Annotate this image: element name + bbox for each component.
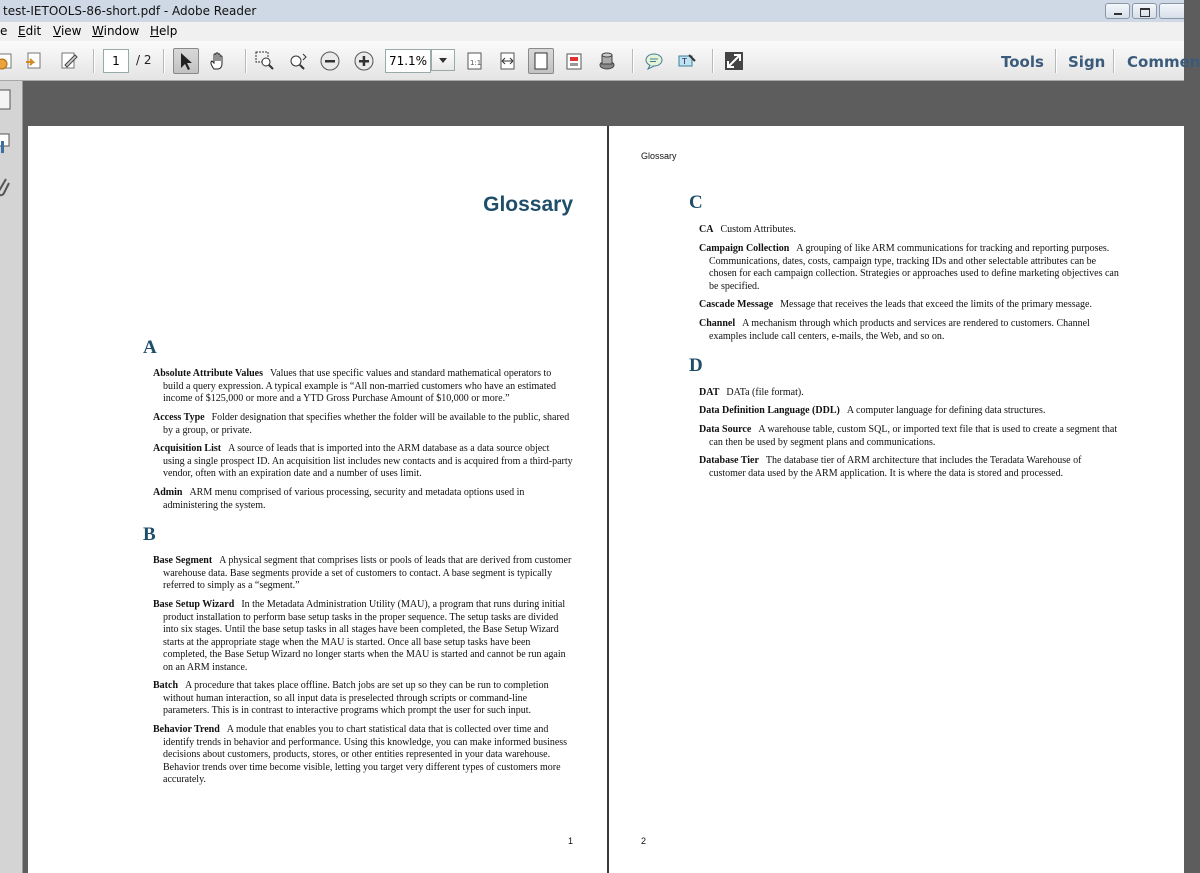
toolbar-separator (163, 49, 165, 73)
menu-window-label: indow (103, 24, 140, 38)
glossary-entry (699, 318, 1119, 343)
bookmarks-icon[interactable] (0, 133, 12, 155)
close-button[interactable] (1159, 3, 1184, 19)
svg-text:1:1: 1:1 (470, 59, 482, 67)
glossary-entry (153, 412, 573, 437)
window-title: test-IETOOLS-86-short.pdf - Adobe Reader (3, 4, 257, 18)
toolbar-separator (1055, 49, 1057, 73)
zoom-level-input[interactable]: 71.1% (385, 49, 431, 73)
menu-edit-label: dit (25, 24, 42, 38)
full-screen-icon[interactable] (724, 51, 744, 71)
page-title: Glossary (483, 193, 573, 216)
glossary-term: Channel (699, 318, 736, 329)
menu-file[interactable] (0, 24, 7, 38)
glossary-definition: Values that use specific values and standard mathematical operators to build a query expression. A typical example is “All non-married customers who have an estimated income of $125,000 or more and a YTD Gross Purchase Amount of $10,000 or more.” (163, 368, 556, 404)
glossary-entry (699, 424, 1119, 449)
glossary-term: Access Type (153, 412, 205, 423)
glossary-entry (153, 555, 573, 593)
sign-pane-button[interactable]: Sign (1068, 53, 1106, 71)
page-number: 1 (568, 836, 574, 846)
toolbar-separator (632, 49, 634, 73)
glossary-definition: A source of leads that is imported into the ARM database as a data source object using a single prospect ID. An acquisition list includes new contacts and is acquired from a third-party vendor, often with an expiration date and a number of uses limit. (163, 443, 573, 479)
section-letter-c: C (689, 192, 703, 213)
glossary-entry (699, 387, 1119, 400)
fit-width-icon[interactable] (498, 51, 518, 71)
glossary-term: Admin (153, 487, 183, 498)
hand-tool-icon[interactable] (208, 51, 228, 71)
maximize-button[interactable] (1132, 3, 1157, 19)
glossary-definition: ARM menu comprised of various processing, security and metadata options used in administering the system. (163, 487, 525, 511)
glossary-definition: A mechanism through which products and services are rendered to customers. Channel examples include call centers, e-mails, the Web, and so on. (709, 318, 1090, 342)
glossary-definition: A module that enables you to chart statistical data that is collected over time and identify trends in behavior and performance. Using this knowledge, you can make informed business decisions about customers, products, stores, or other entities represented in your data warehouse. Behavior trends over time become visible, letting you target very different types of customers more accurately. (163, 724, 568, 785)
glossary-definition: A computer language for defining data structures. (846, 405, 1046, 416)
glossary-term: Behavior Trend (153, 724, 220, 735)
glossary-entry (699, 224, 1119, 237)
tools-pane-button[interactable]: Tools (1001, 53, 1044, 71)
menu-file-label: e (0, 24, 8, 38)
glossary-entry (699, 243, 1119, 293)
glossary-entry (153, 724, 573, 787)
toolbar (0, 41, 1200, 81)
save-icon[interactable] (24, 51, 44, 71)
glossary-entry (699, 299, 1119, 312)
glossary-term: Absolute Attribute Values (153, 368, 264, 379)
toolbar-separator (245, 49, 247, 73)
glossary-entry (153, 443, 573, 481)
glossary-term: Base Segment (153, 555, 213, 566)
section-letter-b: B (143, 524, 156, 545)
zoom-out-icon[interactable] (320, 51, 340, 71)
glossary-term: Campaign Collection (699, 243, 790, 254)
read-mode-icon[interactable] (597, 51, 617, 71)
glossary-entry (153, 368, 573, 406)
glossary-entry (153, 599, 573, 674)
menu-window-mnemonic: W (92, 24, 104, 38)
glossary-term: CA (699, 224, 714, 235)
glossary-definition: The database tier of ARM architecture that includes the Teradata Warehouse of customer data used by the ARM application. It is where the data is stored and processed. (709, 455, 1082, 479)
glossary-definition: Folder designation that specifies whether the folder will be available to the public, shared by a group, or private. (163, 412, 570, 436)
page-number: 2 (641, 836, 647, 846)
glossary-entry (153, 487, 573, 512)
window-controls (1103, 3, 1184, 20)
edit-document-icon[interactable] (59, 51, 79, 71)
glossary-term: DAT (699, 387, 720, 398)
glossary-definition: DATa (file format). (726, 387, 804, 398)
highlight-text-icon[interactable] (677, 51, 697, 71)
menu-bar (0, 22, 1184, 41)
glossary-definition: A procedure that takes place offline. Batch jobs are set up so they can be run to completion without human interaction, so all input data is preselected through scripts or command-line parameters. This is in contrast to interactive programs which prompt the user for such input. (163, 680, 549, 716)
section-letter-a: A (143, 337, 157, 358)
glossary-term: Data Source (699, 424, 752, 435)
menu-view-label: iew (60, 24, 82, 38)
dynamic-zoom-icon[interactable] (288, 51, 308, 71)
glossary-term: Acquisition List (153, 443, 222, 454)
zoom-dropdown-button[interactable] (431, 49, 455, 71)
create-pdf-icon[interactable] (0, 51, 16, 71)
toolbar-separator (93, 49, 95, 73)
menu-edit[interactable] (18, 24, 41, 38)
menu-view[interactable] (53, 24, 81, 38)
svg-text:T: T (682, 57, 687, 66)
glossary-definition: A physical segment that comprises lists or pools of leads that are derived from customer warehouse data. Base segments provide a set of customers to contact. A base segment is typically referred to simply as a “segment.” (163, 555, 572, 591)
glossary-definition: Custom Attributes. (720, 224, 797, 235)
glossary-entry (153, 680, 573, 718)
glossary-term: Batch (153, 680, 178, 691)
comment-pane-button[interactable]: Commen (1127, 53, 1200, 71)
running-head: Glossary (641, 151, 677, 161)
menu-window[interactable] (92, 24, 139, 38)
pdf-page-2 (609, 126, 1184, 873)
navigation-panel (0, 81, 23, 873)
glossary-definition: In the Metadata Administration Utility (MAU), a program that runs during initial product installation to perform base setup tasks in the proper sequence. The setup tasks are divided into six stages. Until the base setup tasks in all stages have been completed, the Base Setup Wizard starts at the appropriate stage when the MAU is started. Once all base setup tasks have been completed, the Base Setup Wizard no longer starts when the MAU is started and cannot be run again on an ARM instance. (163, 599, 566, 673)
glossary-definition: Message that receives the leads that exceed the limits of the primary message. (780, 299, 1092, 310)
pdf-page-1 (28, 126, 607, 873)
minimize-button[interactable] (1105, 3, 1130, 19)
fit-page-icon[interactable] (531, 51, 551, 71)
glossary-term: Database Tier (699, 455, 759, 466)
attachments-icon[interactable] (0, 177, 12, 199)
comment-bubble-icon[interactable] (644, 51, 664, 71)
menu-help[interactable] (150, 24, 177, 38)
glossary-entry (699, 405, 1119, 418)
title-bar (0, 0, 1184, 23)
marquee-zoom-icon[interactable] (255, 51, 275, 71)
menu-edit-mnemonic: E (18, 24, 26, 38)
toolbar-separator (712, 49, 714, 73)
glossary-entry (699, 455, 1119, 480)
toolbar-separator (1113, 49, 1115, 73)
glossary-term: Base Setup Wizard (153, 599, 235, 610)
page-number-input[interactable]: 1 (103, 49, 129, 73)
section-letter-d: D (689, 355, 703, 376)
page-thumbnails-icon[interactable] (0, 89, 12, 111)
zoom-in-icon[interactable] (354, 51, 374, 71)
menu-help-mnemonic: H (150, 24, 160, 38)
glossary-term: Cascade Message (699, 299, 774, 310)
menu-help-label: elp (159, 24, 178, 38)
glossary-term: Data Definition Language (DDL) (699, 405, 840, 416)
two-page-view-icon[interactable] (565, 51, 585, 71)
select-cursor-icon[interactable] (176, 51, 196, 71)
actual-size-icon[interactable] (465, 51, 485, 71)
glossary-definition: A warehouse table, custom SQL, or imported text file that is used to create a segment that can then be used by segment plans and communications. (709, 424, 1118, 448)
page-total: / 2 (136, 53, 152, 67)
menu-view-mnemonic: V (53, 24, 61, 38)
glossary-definition: A grouping of like ARM communications for tracking and reporting purposes. Communications, dates, costs, campaign type, tracking IDs and other selectable attributes can be chosen for each campaign collection. Strategies or approaches used to define marketing objectives can be specified. (709, 243, 1119, 292)
